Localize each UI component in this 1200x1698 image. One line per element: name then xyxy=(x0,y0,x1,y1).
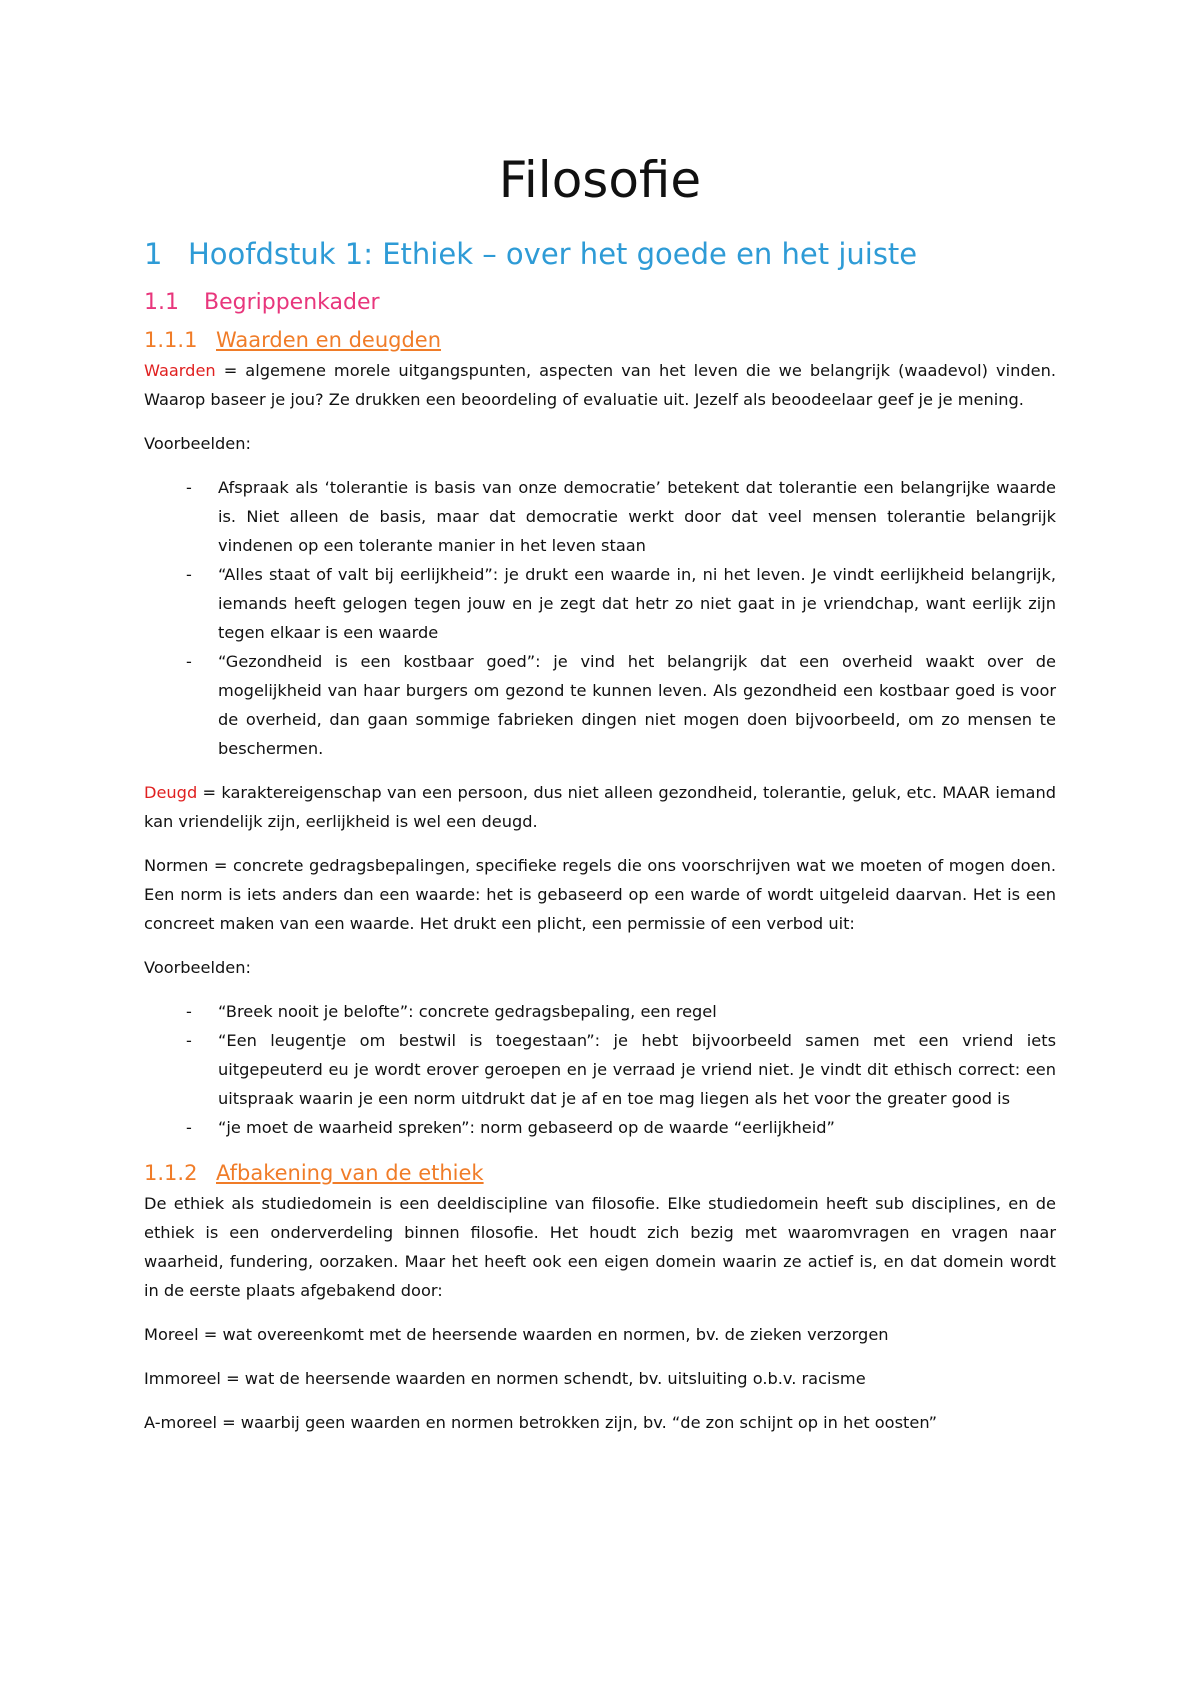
dash-bullet: - xyxy=(186,652,192,671)
document-title: Filosofie xyxy=(498,151,702,209)
dash-bullet: - xyxy=(186,1002,192,1021)
list-item: - “Gezondheid is een kostbaar goed”: je vind het belangrijk dat een overheid waakt over de mogelijkheid van haar burgers om gezond te kunnen leven. Als gezondheid een kostbaar goed is voor de overheid, dan gaan sommige fabrieken dingen niet mogen doen bijvoorbeeld, om zo mensen te beschermen. xyxy=(144,647,1056,763)
dash-bullet: - xyxy=(186,1118,192,1137)
chapter-title: Hoofdstuk 1: Ethiek – over het goede en het juiste xyxy=(188,237,918,271)
list-item: - “Breek nooit je belofte”: concrete gedragsbepaling, een regel xyxy=(144,997,1056,1026)
normen-examples-list xyxy=(144,997,1056,1142)
list-item: - Afspraak als ‘tolerantie is basis van onze democratie’ betekent dat tolerantie een belangrijke waarde is. Niet alleen de basis, maar dat democratie werkt door dat veel mensen tolerantie belangrijk vindenen op een tolerante manier in het leven staan xyxy=(144,473,1056,560)
subsection-title: Afbakening van de ethiek xyxy=(216,1161,484,1185)
dash-bullet: - xyxy=(186,478,192,497)
term-waarden: Waarden xyxy=(144,361,216,380)
normen-definition: Normen = concrete gedragsbepalingen, specifieke regels die ons voorschrijven wat we moeten of mogen doen. Een norm is iets anders dan een waarde: het is gebaseerd op een warde of wordt uitgeleid daarvan. Het is een concreet maken van een waarde. Het drukt een plicht, een permissie of een verbod uit: xyxy=(144,856,1056,933)
moreel-definition: Moreel = wat overeenkomt met de heersende waarden en normen, bv. de zieken verzorgen xyxy=(144,1325,889,1344)
subsection-number: 1.1.1 xyxy=(144,328,198,352)
subsection-heading-afbakening xyxy=(144,1157,1056,1189)
dash-bullet: - xyxy=(186,1031,192,1050)
dash-bullet: - xyxy=(186,565,192,584)
waarden-definition xyxy=(144,356,1056,414)
chapter-heading xyxy=(144,234,1056,274)
section-title: Begrippenkader xyxy=(204,290,380,315)
amoreel-definition: A-moreel = waarbij geen waarden en normen betrokken zijn, bv. “de zon schijnt op in het oosten” xyxy=(144,1413,938,1432)
waarden-examples-list xyxy=(144,473,1056,763)
list-item: - “Een leugentje om bestwil is toegestaan”: je hebt bijvoorbeeld samen met een vriend iets uitgepeuterd eu je wordt erover geroepen en je verraad je vriend niet. Je vindt dit ethisch correct: een uitspraak waarin je een norm uitdrukt dat je af en toe mag liegen als het voor the greater good is xyxy=(144,1026,1056,1113)
term-deugd: Deugd xyxy=(144,783,198,802)
deugd-text: = karaktereigenschap van een persoon, dus niet alleen gezondheid, tolerantie, geluk, etc. MAAR iemand kan vriendelijk zijn, eerlijkheid is wel een deugd. xyxy=(144,783,1056,831)
list-item: - “je moet de waarheid spreken”: norm gebaseerd op de waarde “eerlijkheid” xyxy=(144,1113,1056,1142)
subsection-heading-waarden xyxy=(144,324,1056,356)
chapter-number: 1 xyxy=(144,237,163,271)
immoreel-definition: Immoreel = wat de heersende waarden en normen schendt, bv. uitsluiting o.b.v. racisme xyxy=(144,1369,866,1388)
waarden-text: = algemene morele uitgangspunten, aspecten van het leven die we belangrijk (waadevol) vinden. Waarop baseer je jou? Ze drukken een beoordeling of evaluatie uit. Jezelf als beoodeelaar geef je je mening. xyxy=(144,361,1056,409)
deugd-definition xyxy=(144,778,1056,836)
list-item: - “Alles staat of valt bij eerlijkheid”: je drukt een waarde in, ni het leven. Je vindt eerlijkheid belangrijk, iemands heeft gelogen tegen jouw en je zegt dat hetr zo niet gaat in je vriendchap, want eerlijk zijn tegen elkaar is een waarde xyxy=(144,560,1056,647)
section-number: 1.1 xyxy=(144,290,179,315)
afbakening-paragraph: De ethiek als studiedomein is een deeldiscipline van filosofie. Elke studiedomein heeft sub disciplines, en de ethiek is een onderverdeling binnen filosofie. Het houdt zich bezig met waaromvragen en vragen naar waarheid, fundering, oorzaken. Maar het heeft ook een eigen domein waarin ze actief is, en dat domein wordt in de eerste plaats afgebakend door: xyxy=(144,1194,1056,1300)
voorbeelden-label: Voorbeelden: xyxy=(144,434,251,453)
subsection-number: 1.1.2 xyxy=(144,1161,198,1185)
subsection-title: Waarden en deugden xyxy=(216,328,442,352)
voorbeelden-label: Voorbeelden: xyxy=(144,958,251,977)
section-heading xyxy=(144,286,1056,320)
